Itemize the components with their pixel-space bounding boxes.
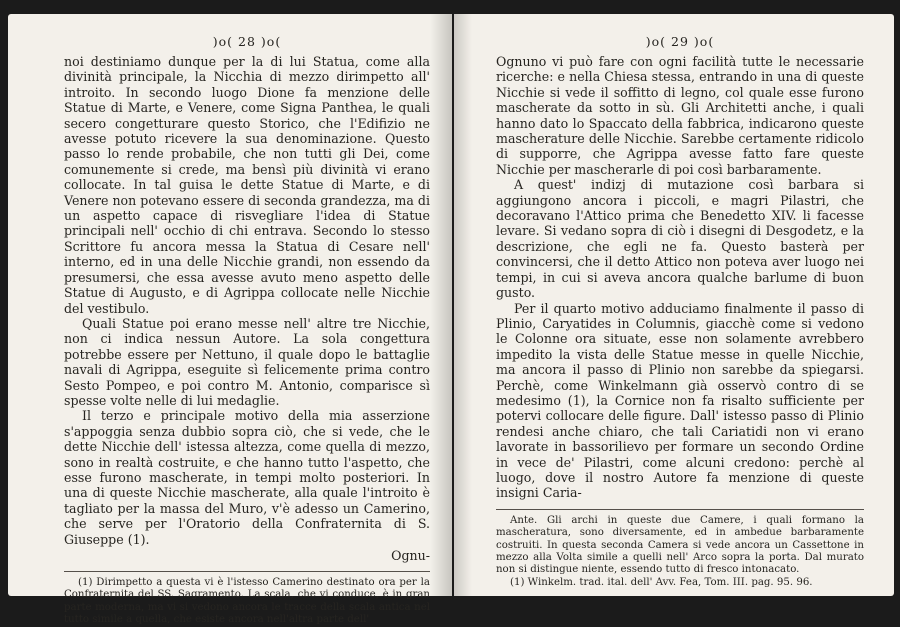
right-body bbox=[496, 54, 864, 501]
paragraph: Il terzo e principale motivo della mia asserzione s'appoggia senza dubbio sopra ciò, che si vede, che le dette Nicchie dell' istessa altezza, come quella di mezzo, sono in realtà costruite, e che hanno tutto l'aspetto, che esse furono mascherate, in tempi molto posteriori. In una di queste Nicchie mascherate, alla quale l'introito è tagliato per la massa del Muro, v'è adesso un Camerino, che serve per l'Oratorio della Confraternita di S. Giuseppe (1). bbox=[64, 408, 430, 547]
left-body bbox=[64, 54, 430, 547]
left-page bbox=[8, 14, 452, 626]
page-number-left: )o( 28 )o( bbox=[212, 34, 282, 49]
paragraph: noi destiniamo dunque per la di lui Statua, come alla divinità principale, la Nicchia di mezzo dirimpetto all' introito. In secondo luogo Dione fa menzione delle Statue di Marte, e Venere, come Signa Panthea, le quali secero congetturare questo Storico, che l'Edifizio ne avesse potuto ricevere la sua denominazione. Questo passo lo rende probabile, che non tutti gli Dei, come comunemente si crede, ma bensì più divinità vi erano collocate. In tal guisa le dette Statue di Marte, e di Venere non potevano essere di seconda grandezza, ma di un aspetto capace di risvegliare l'idea di Statue principali nell' occhio di chi entrava. Secondo lo stesso Scrittore fu ancora messa la Statua di Cesare nell' interno, ed in una delle Nicchie grandi, non essendo da presumersi, che essa avesse avuto meno aspetto delle Statue di Augusto, e di Agrippa collocate nelle Nicchie del vestibulo. bbox=[64, 54, 430, 316]
right-footnotes bbox=[496, 515, 864, 589]
footnote-rule bbox=[64, 571, 430, 572]
right-page bbox=[454, 14, 894, 596]
left-footnotes bbox=[64, 577, 430, 627]
footnote: Ante. Gli archi in queste due Camere, i quali formano la mascheratura, sono diversamente, ed in ambedue barbaramente costruiti. In questa seconda Camera si vede ancora un Cassettone in mezzo alla Volta simile a quelli nell' Arco sopra la porta. Dal murato non si distingue niente, essendo tutto di fresco intonacato. bbox=[496, 514, 864, 576]
paragraph: Ognuno vi può fare con ogni facilità tutte le necessarie ricerche: e nella Chiesa stessa, entrando in una di queste Nicchie si vede il soffitto di legno, col quale esse furono mascherate da sotto in sù. Gli Architetti anche, i quali hanno dato lo Spaccato della fabbrica, indicarono queste mascherature delle Nicchie. Sarebbe certamente ridicolo di supporre, che Agrippa avesse fatto fare queste Nicchie per mascherarle di poi così barbaramente. bbox=[496, 54, 864, 177]
page-number-right: )o( 29 )o( bbox=[645, 34, 715, 49]
gutter-shadow bbox=[430, 14, 452, 596]
paragraph: A quest' indizj di mutazione così barbara si aggiungono ancora i piccoli, e magri Pilastri, che decoravano l'Attico prima che Benedetto XIV. li facesse levare. Si vedano sopra di ciò i disegni di Desgodetz, e la descrizione, che egli ne fa. Questo basterà per convincersi, che il detto Attico non poteva aver luogo nei tempi, in cui si aveva ancora qualche barlume di buon gusto. bbox=[496, 177, 864, 301]
paragraph: Per il quarto motivo adduciamo finalmente il passo di Plinio, Caryatides in Columnis, giacchè come si vedono le Colonne ora situate, esse non solamente avrebbero impedito la vista delle Statue messe in quelle Nicchie, ma ancora il passo di Plinio non sarebbe da spiegarsi. Perchè, come Winkelmann già osservò contro di se medesimo (1), la Cornice non fa risalto sufficiente per potervi collocare delle figure. Dall' istesso passo di Plinio rendesi anche chiaro, che tali Cariatidi non vi erano lavorate in bassorilievo per formare un secondo Ordine in vece de' Pilastri, come alcuni credono: perchè al luogo, dove il nostro Autore fa menzione di queste insigni Caria- bbox=[496, 300, 864, 501]
gutter-shadow bbox=[454, 14, 472, 596]
footnote-rule bbox=[496, 509, 864, 510]
footnote: (1) Dirimpetto a questa vi è l'istesso Camerino destinato ora per la Confraternita del SS. Sagramento. La scala, che vi conduce, è in gran parte moderna, ma vi si vedono ancora le tracce della scala antica nel tutto simile a quella, che esiste ancora nell'altra parte dell' bbox=[64, 577, 430, 626]
catchword: Ognu- bbox=[391, 548, 430, 563]
footnote: (1) Winkelm. trad. ital. dell' Avv. Fea, Tom. III. pag. 95. 96. bbox=[510, 576, 813, 588]
paragraph: Quali Statue poi erano messe nell' altre tre Nicchie, non ci indica nessun Autore. La sola congettura potrebbe essere per Nettuno, il quale dopo le battaglie navali di Agrippa, eseguite sì felicemente prima contro Sesto Pompeo, e poi contro M. Antonio, comparisce sì spesse volte nelle di lui medaglie. bbox=[64, 315, 430, 408]
